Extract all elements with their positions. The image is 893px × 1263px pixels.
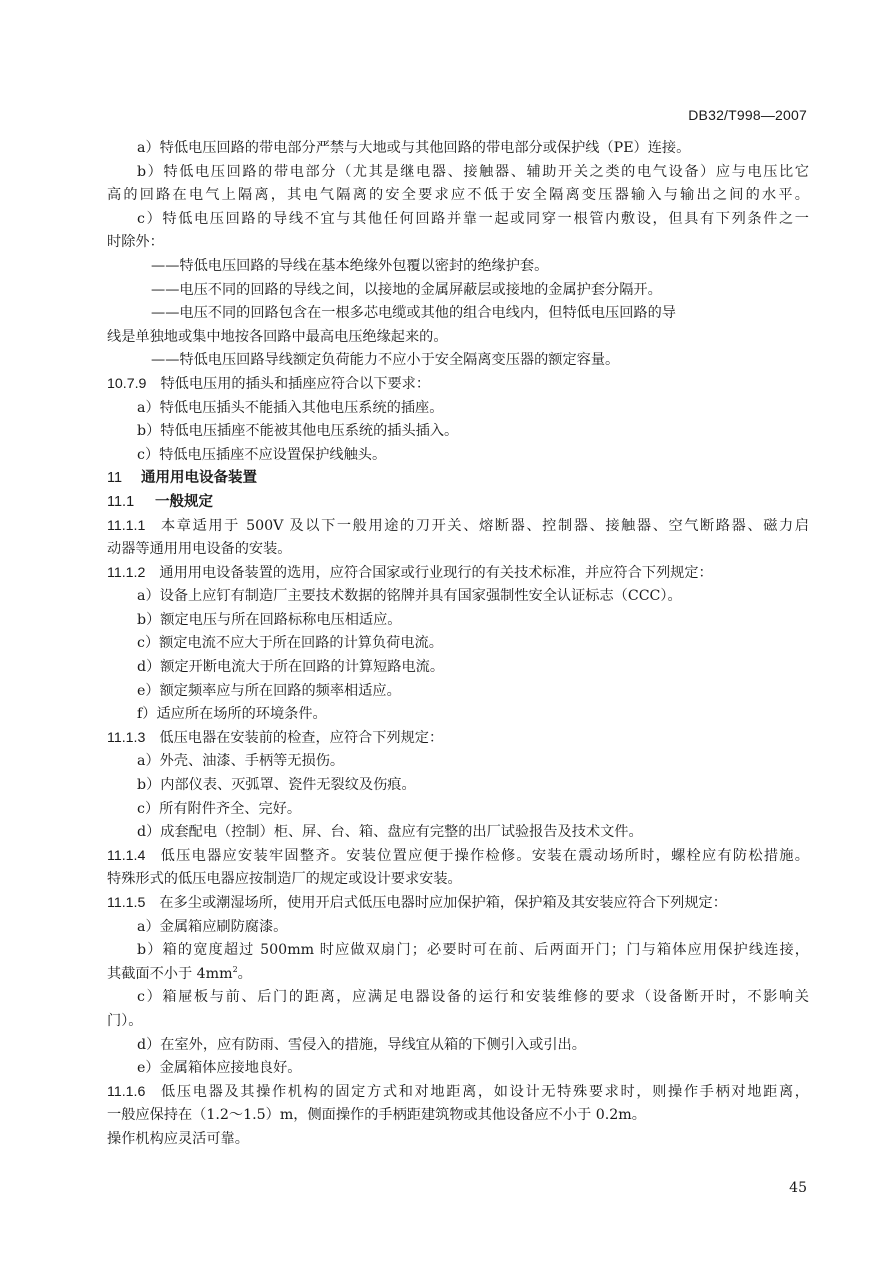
clause-number: 10.7.9 <box>107 375 147 392</box>
list-item: a）设备上应钉有制造厂主要技术数据的铭牌并具有国家强制性安全认证标志（CCC）。 <box>137 588 682 605</box>
paragraph-line: 其截面不小于 $4mm^2$。 <box>107 964 252 982</box>
subsection-title: 一般规定 <box>155 493 213 510</box>
superscript: 2 <box>232 964 238 974</box>
dash-item: ——电压不同的回路包含在一根多芯电缆或其他的组合电线内，但特低电压回路的导 <box>151 305 676 322</box>
clause-number: 11.1.5 <box>107 895 146 911</box>
list-item: d）成套配电（控制）柜、屏、台、箱、盘应有完整的出厂试验报告及技术文件。 <box>137 824 643 841</box>
clause-number: 11.1.1 <box>107 517 146 534</box>
list-item: b）特低电压插座不能被其他电压系统的插头插入。 <box>137 423 459 440</box>
paragraph-line: c）特低电压回路的导线不宜与其他任何回路并靠一起或同穿一根管内敷设，但具有下列条件之一 <box>137 210 809 227</box>
list-item: a）特低电压插头不能插入其他电压系统的插座。 <box>137 399 444 416</box>
list-item: a）金属箱应刷防腐漆。 <box>137 918 288 935</box>
paragraph-line: 一般应保持在（1.2～1.5）m，侧面操作的手柄距建筑物或其他设备应不小于 0.2m。 <box>107 1107 646 1124</box>
paragraph-line: a）特低电压回路的带电部分严禁与大地或与其他回路的带电部分或保护线（PE）连接。 <box>137 140 691 156</box>
clause-text: 低压电器及其操作机构的固定方式和对地距离，如设计无特殊要求时，则操作手柄对地距离， <box>159 1083 809 1100</box>
list-item: c）所有附件齐全、完好。 <box>137 800 302 817</box>
section-number: 11 <box>107 470 123 487</box>
section-heading <box>107 467 809 491</box>
clause-11-1-6 <box>107 1081 809 1105</box>
list-item: d）在室外，应有防雨、雪侵入的措施，导线宜从箱的下侧引入或引出。 <box>137 1036 586 1053</box>
clause-11-1-1 <box>107 515 809 539</box>
clause-text: 本章适用于 500V 及以下一般用途的刀开关、熔断器、控制器、接触器、空气断路器、磁力启 <box>159 517 809 534</box>
clause-11-1-3 <box>107 727 809 751</box>
clause-10-7-9 <box>107 373 809 397</box>
clause-number: 11.1.3 <box>107 729 146 746</box>
clause-text: 在多尘或潮湿场所，使用开启式低压电器时应加保护箱，保护箱及其安装应符合下列规定： <box>159 895 727 911</box>
list-item: b）内部仪表、灭弧罩、瓷件无裂纹及伤痕。 <box>137 777 416 794</box>
paragraph-line: b）特低电压回路的带电部分（尤其是继电器、接触器、辅助开关之类的电气设备）应与电压比它 <box>137 163 809 180</box>
document-code: DB32/T998—2007 <box>688 107 807 123</box>
dash-item: ——电压不同的回路的导线之间，以接地的金属屏蔽层或接地的金属护套分隔开。 <box>151 281 662 298</box>
page-number: 45 <box>789 1180 807 1196</box>
clause-number: 11.1.6 <box>107 1083 146 1100</box>
list-item: c）特低电压插座不应设置保护线触头。 <box>137 446 387 463</box>
list-item: a）外壳、油漆、手柄等无损伤。 <box>137 753 345 770</box>
clause-11-1-4 <box>107 845 809 869</box>
clause-11-1-5 <box>107 892 809 916</box>
paragraph-line: 特殊形式的低压电器应按制造厂的规定或设计要求安装。 <box>107 871 462 888</box>
clause-number: 11.1.2 <box>107 564 146 581</box>
list-item: d）额定开断电流大于所在回路的计算短路电流。 <box>137 659 445 676</box>
list-item: e）金属箱体应接地良好。 <box>137 1060 302 1077</box>
list-item: b）箱的宽度超过 500mm 时应做双扇门；必要时可在前、后两面开门；门与箱体应用保护线连接， <box>137 942 809 959</box>
clause-text: 低压电器应安装牢固整齐。安装位置应便于操作检修。安装在震动场所时，螺栓应有防松措施。 <box>159 847 809 864</box>
clause-11-1-2 <box>107 562 809 586</box>
list-item: c）额定电流不应大于所在回路的计算负荷电流。 <box>137 635 443 652</box>
paragraph-line: 动器等通用用电设备的安装。 <box>107 541 292 558</box>
subsection-heading <box>107 491 809 515</box>
subsection-number: 11.1 <box>107 493 135 510</box>
clause-text: 低压电器在安装前的检查，应符合下列规定： <box>159 729 444 746</box>
clause-number: 11.1.4 <box>107 847 146 864</box>
dash-item: ——特低电压回路的导线在基本绝缘外包覆以密封的绝缘护套。 <box>151 257 549 274</box>
paragraph-line: 线是单独地或集中地按各回路中最高电压绝缘起来的。 <box>107 328 448 345</box>
clause-text: 特低电压用的插头和插座应符合以下要求： <box>160 375 431 392</box>
section-title: 通用用电设备装置 <box>141 470 257 487</box>
list-item: b）额定电压与所在回路标称电压相适应。 <box>137 611 402 628</box>
paragraph-line: 时除外： <box>107 234 164 251</box>
list-item: c）箱屉板与前、后门的距离，应满足电器设备的运行和安装维修的要求（设备断开时，不影响关 <box>137 989 809 1006</box>
page-body <box>107 137 809 1152</box>
clause-text: 通用用电设备装置的选用，应符合国家或行业现行的有关技术标准，并应符合下列规定： <box>159 564 713 581</box>
dash-item: ——特低电压回路导线额定负荷能力不应小于安全隔离变压器的额定容量。 <box>151 352 620 369</box>
list-item: f）适应所在场所的环境条件。 <box>137 706 327 723</box>
paragraph-line: 高的回路在电气上隔离，其电气隔离的安全要求应不低于安全隔离变压器输入与输出之间的水平。 <box>107 187 809 204</box>
list-item: e）额定频率应与所在回路的频率相适应。 <box>137 682 401 699</box>
paragraph-line: 操作机构应灵活可靠。 <box>107 1130 249 1147</box>
paragraph-line: 门）。 <box>107 1012 143 1029</box>
